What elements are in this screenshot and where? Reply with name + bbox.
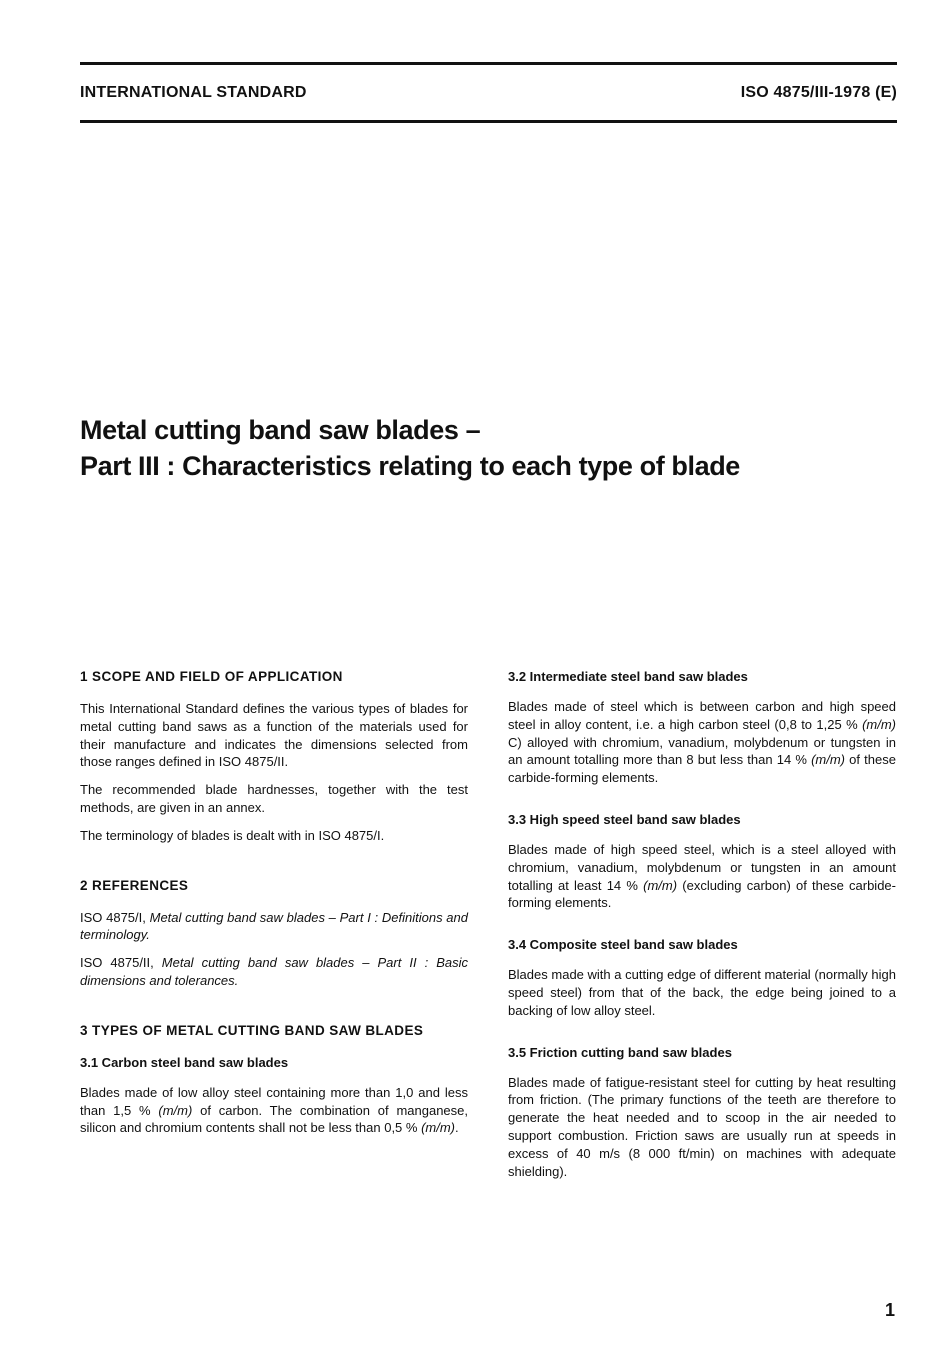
title-line-2: Part III : Characteristics relating to each type of blade [80, 451, 740, 481]
section-3-1-text-b: of carbon. The combination of manganese, silicon and chromium contents shall not be less than 0,5 % [80, 1102, 468, 1136]
standard-number-label: ISO 4875/III-1978 (E) [740, 84, 897, 101]
page-number: 1 [884, 1300, 895, 1320]
standard-type-label: INTERNATIONAL STANDARD [80, 84, 307, 101]
reference-2-code: ISO 4875/II, [80, 955, 162, 971]
section-3-5-heading: 3.5 Friction cutting band saw blades [508, 1044, 732, 1060]
section-3-1-heading: 3.1 Carbon steel band saw blades [80, 1054, 289, 1070]
header-top-rule [80, 62, 897, 65]
section-2-heading: 2 REFERENCES [80, 877, 189, 893]
section-3-3-paragraph [508, 841, 896, 912]
header-bottom-rule [80, 120, 897, 123]
reference-1-code: ISO 4875/I, [80, 909, 150, 925]
mass-fraction-unit: (m/m) [643, 877, 678, 893]
document-title [80, 412, 900, 484]
section-3-1-text-a: Blades made of low alloy steel containing more than 1,0 and less than 1,5 % [80, 1084, 468, 1118]
right-column [508, 668, 896, 1190]
section-1-paragraph-3: The terminology of blades is dealt with in ISO 4875/I. [80, 827, 385, 843]
mass-fraction-unit: (m/m) [811, 752, 846, 768]
section-3-1-text-c: . [455, 1120, 459, 1136]
section-3-2-text-b: C) alloyed with chromium, vanadium, molybdenum or tungsten in an amount totalling more than 8 but less than 14 % [508, 734, 896, 768]
section-3-2-text-a: Blades made of steel which is between carbon and high speed steel in alloy content, i.e. a high carbon steel (0,8 to 1,25 % [508, 699, 896, 732]
section-3-4-heading: 3.4 Composite steel band saw blades [508, 937, 738, 953]
section-3-3-heading: 3.3 High speed steel band saw blades [508, 811, 741, 827]
section-3-1-paragraph [80, 1084, 468, 1137]
section-3-2-heading: 3.2 Intermediate steel band saw blades [508, 669, 748, 684]
section-3-2-paragraph [508, 698, 896, 787]
section-3-3-text-b: (excluding carbon) of these carbide-forming elements. [508, 877, 896, 911]
mass-fraction-unit: (m/m) [862, 716, 896, 732]
left-column [80, 668, 468, 1147]
section-1-paragraph-2: The recommended blade hardnesses, together with the test methods, are given in an annex. [80, 782, 468, 815]
title-line-1: Metal cutting band saw blades – [80, 415, 481, 445]
reference-1 [80, 909, 468, 945]
reference-1-title: Metal cutting band saw blades – Part I : Definitions and terminology. [80, 909, 468, 943]
section-1-heading: 1 SCOPE AND FIELD OF APPLICATION [80, 669, 343, 684]
section-3-5-paragraph: Blades made of fatigue-resistant steel for cutting by heat resulting from friction. (The primary functions of the teeth are therefore to generate the heat needed and to scoop in the air needed to support combustion. Friction saws are usually run at speeds in excess of 40 m/s (8 000 ft/min) on machines with adequate shielding). [508, 1074, 896, 1179]
section-3-2-text-c: of these carbide-forming elements. [508, 752, 896, 786]
section-1-paragraph-1: This International Standard defines the various types of blades for metal cutting band saws as a function of the materials used for their manufacture and indicates the dimensions selected from those ranges defined in ISO 4875/II. [80, 701, 468, 770]
mass-fraction-unit: (m/m) [158, 1102, 193, 1118]
section-3-heading: 3 TYPES OF METAL CUTTING BAND SAW BLADES [80, 1022, 424, 1038]
reference-2-title: Metal cutting band saw blades – Part II : Basic dimensions and tolerances. [80, 955, 468, 988]
reference-2 [80, 954, 468, 990]
section-3-3-text-a: Blades made of high speed steel, which is a steel alloyed with chromium, vanadium, molybdenum or tungsten in an amount totalling at least 14 % [508, 841, 896, 893]
mass-fraction-unit: (m/m) [421, 1120, 456, 1136]
section-3-4-paragraph: Blades made with a cutting edge of different material (normally high speed steel) from that of the back, the edge being joined to a backing of low alloy steel. [508, 967, 896, 1018]
